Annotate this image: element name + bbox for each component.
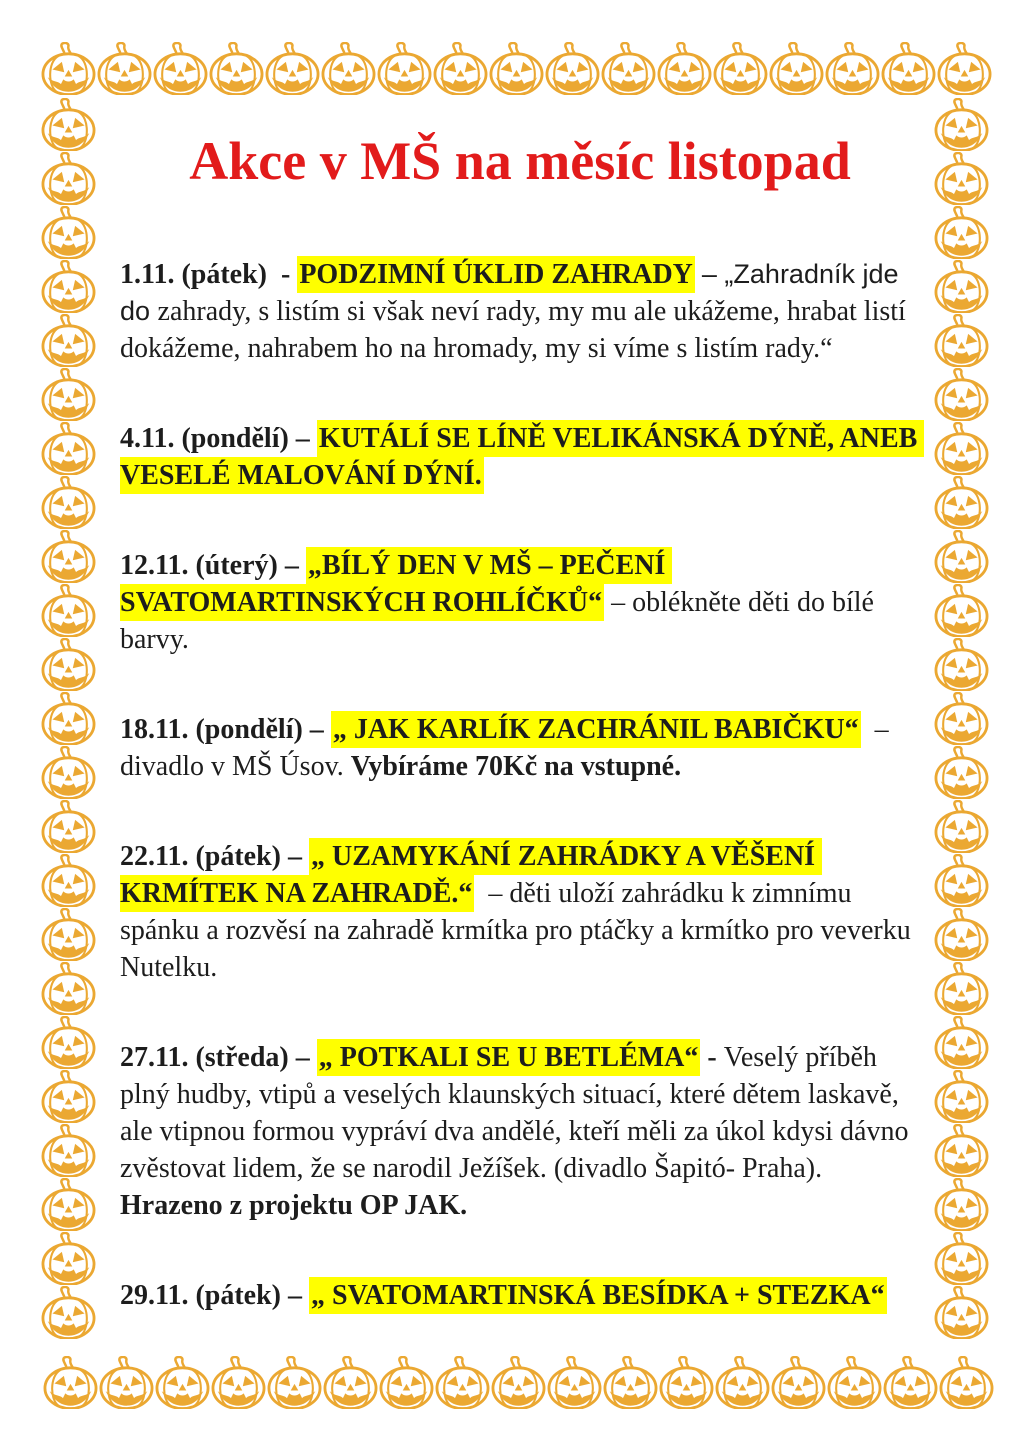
jack-o-lantern-pumpkin-icon — [40, 692, 97, 745]
jack-o-lantern-pumpkin-icon — [933, 314, 990, 367]
text-segment: 29.11. (pátek) – — [120, 1280, 309, 1311]
jack-o-lantern-pumpkin-icon — [933, 260, 990, 313]
jack-o-lantern-pumpkin-icon — [933, 1286, 990, 1339]
event-18-11-paragraph — [120, 711, 920, 785]
event-29-11-paragraph — [120, 1277, 920, 1314]
jack-o-lantern-pumpkin-icon — [40, 1178, 97, 1231]
text-segment: 4.11. (pondělí) – — [120, 423, 317, 454]
jack-o-lantern-pumpkin-icon — [266, 1356, 323, 1409]
jack-o-lantern-pumpkin-icon — [933, 1178, 990, 1231]
jack-o-lantern-pumpkin-icon — [40, 746, 97, 799]
jack-o-lantern-pumpkin-icon — [40, 422, 97, 475]
jack-o-lantern-pumpkin-icon — [40, 42, 97, 95]
jack-o-lantern-pumpkin-icon — [824, 42, 881, 95]
jack-o-lantern-pumpkin-icon — [322, 1356, 379, 1409]
text-segment: „ POTKALI SE U BETLÉMA“ — [317, 1039, 701, 1076]
jack-o-lantern-pumpkin-icon — [826, 1356, 883, 1409]
text-segment: 27.11. (středa) – — [120, 1042, 317, 1073]
text-segment: Hrazeno z projektu OP JAK. — [120, 1190, 468, 1221]
jack-o-lantern-pumpkin-icon — [933, 584, 990, 637]
text-segment: Vybíráme 70Kč na vstupné. — [350, 751, 682, 782]
jack-o-lantern-pumpkin-icon — [40, 368, 97, 421]
jack-o-lantern-pumpkin-icon — [40, 584, 97, 637]
jack-o-lantern-pumpkin-icon — [40, 476, 97, 529]
text-segment: „ JAK KARLÍK ZACHRÁNIL BABIČKU“ — [331, 711, 861, 748]
events-list — [120, 256, 924, 1314]
jack-o-lantern-pumpkin-icon — [658, 1356, 715, 1409]
jack-o-lantern-pumpkin-icon — [152, 42, 209, 95]
jack-o-lantern-pumpkin-icon — [40, 314, 97, 367]
jack-o-lantern-pumpkin-icon — [933, 962, 990, 1015]
text-segment: „ SVATOMARTINSKÁ BESÍDKA + STEZKA“ — [309, 1277, 887, 1314]
text-segment: „BÍLÝ DEN V MŠ – PEČENÍ SVATOMARTINSKÝCH ROHLÍČKŮ“ — [120, 547, 672, 621]
jack-o-lantern-pumpkin-icon — [882, 1356, 939, 1409]
text-segment: - — [700, 1042, 724, 1073]
jack-o-lantern-pumpkin-icon — [712, 42, 769, 95]
jack-o-lantern-pumpkin-icon — [208, 42, 265, 95]
jack-o-lantern-pumpkin-icon — [264, 42, 321, 95]
page-title: Akce v MŠ na měsíc listopad — [189, 131, 851, 191]
jack-o-lantern-pumpkin-icon — [40, 1070, 97, 1123]
jack-o-lantern-pumpkin-icon — [40, 260, 97, 313]
jack-o-lantern-pumpkin-icon — [96, 42, 153, 95]
content-area — [120, 128, 924, 1314]
jack-o-lantern-pumpkin-icon — [933, 1016, 990, 1069]
jack-o-lantern-pumpkin-icon — [40, 152, 97, 205]
jack-o-lantern-pumpkin-icon — [933, 692, 990, 745]
jack-o-lantern-pumpkin-icon — [656, 42, 713, 95]
jack-o-lantern-pumpkin-icon — [933, 152, 990, 205]
jack-o-lantern-pumpkin-icon — [40, 530, 97, 583]
jack-o-lantern-pumpkin-icon — [938, 1356, 995, 1409]
event-4-11-paragraph — [120, 420, 924, 494]
jack-o-lantern-pumpkin-icon — [40, 854, 97, 907]
jack-o-lantern-pumpkin-icon — [936, 42, 993, 95]
jack-o-lantern-pumpkin-icon — [40, 1124, 97, 1177]
text-segment: – děti uloží zahrádku k zimnímu spánku a rozvěsí na zahradě krmítka pro ptáčky a krmítko pro veverku Nutelku. — [120, 878, 918, 983]
jack-o-lantern-pumpkin-icon — [933, 638, 990, 691]
jack-o-lantern-pumpkin-icon — [933, 368, 990, 421]
event-22-11-paragraph — [120, 838, 920, 986]
text-segment: Veselý příběh plný hudby, vtipů a veselých klaunských situací, které dětem laskavě, ale vtipnou formou vypráví dva andělé, kteří měli za úkol kdysi dávno zvěstovat lidem, že se narodil Ježíšek. (divadlo Šapitó- Praha). — [120, 1042, 916, 1184]
jack-o-lantern-pumpkin-icon — [933, 1070, 990, 1123]
jack-o-lantern-pumpkin-icon — [490, 1356, 547, 1409]
jack-o-lantern-pumpkin-icon — [933, 476, 990, 529]
text-segment: KUTÁLÍ SE LÍNĚ VELIKÁNSKÁ DÝNĚ, ANEB VESELÉ MALOVÁNÍ DÝNÍ. — [120, 420, 924, 494]
jack-o-lantern-pumpkin-icon — [40, 1016, 97, 1069]
jack-o-lantern-pumpkin-icon — [933, 422, 990, 475]
jack-o-lantern-pumpkin-icon — [40, 800, 97, 853]
event-12-11-paragraph — [120, 547, 920, 658]
jack-o-lantern-pumpkin-icon — [933, 530, 990, 583]
text-segment: 1.11. (pátek) - — [120, 259, 298, 290]
jack-o-lantern-pumpkin-icon — [546, 1356, 603, 1409]
jack-o-lantern-pumpkin-icon — [933, 854, 990, 907]
text-segment: 12.11. (úterý) – — [120, 550, 306, 581]
jack-o-lantern-pumpkin-icon — [40, 1232, 97, 1285]
jack-o-lantern-pumpkin-icon — [488, 42, 545, 95]
text-segment: zahrady, s listím si však neví rady, my mu ale ukážeme, hrabat listí dokážeme, nahrabem ho na hromady, my si víme s listím rady.“ — [120, 296, 913, 364]
jack-o-lantern-pumpkin-icon — [40, 206, 97, 259]
text-segment: – „Zahradník jde do — [120, 259, 907, 326]
text-segment — [695, 259, 702, 290]
text-segment: 22.11. (pátek) – — [120, 841, 309, 872]
jack-o-lantern-pumpkin-icon — [40, 962, 97, 1015]
jack-o-lantern-pumpkin-icon — [378, 1356, 435, 1409]
jack-o-lantern-pumpkin-icon — [40, 1286, 97, 1339]
jack-o-lantern-pumpkin-icon — [933, 206, 990, 259]
text-segment: „ UZAMYKÁNÍ ZAHRÁDKY A VĚŠENÍ KRMÍTEK NA ZAHRADĚ.“ — [120, 838, 822, 912]
jack-o-lantern-pumpkin-icon — [42, 1356, 99, 1409]
jack-o-lantern-pumpkin-icon — [432, 42, 489, 95]
jack-o-lantern-pumpkin-icon — [210, 1356, 267, 1409]
jack-o-lantern-pumpkin-icon — [933, 98, 990, 151]
jack-o-lantern-pumpkin-icon — [880, 42, 937, 95]
jack-o-lantern-pumpkin-icon — [434, 1356, 491, 1409]
jack-o-lantern-pumpkin-icon — [376, 42, 433, 95]
jack-o-lantern-pumpkin-icon — [40, 638, 97, 691]
jack-o-lantern-pumpkin-icon — [770, 1356, 827, 1409]
jack-o-lantern-pumpkin-icon — [40, 98, 97, 151]
jack-o-lantern-pumpkin-icon — [933, 746, 990, 799]
jack-o-lantern-pumpkin-icon — [544, 42, 601, 95]
text-segment: – divadlo v MŠ Úsov. — [120, 714, 896, 782]
jack-o-lantern-pumpkin-icon — [714, 1356, 771, 1409]
jack-o-lantern-pumpkin-icon — [98, 1356, 155, 1409]
jack-o-lantern-pumpkin-icon — [602, 1356, 659, 1409]
jack-o-lantern-pumpkin-icon — [768, 42, 825, 95]
text-segment: PODZIMNÍ ÚKLID ZAHRADY — [297, 256, 695, 293]
jack-o-lantern-pumpkin-icon — [933, 908, 990, 961]
text-segment: 18.11. (pondělí) – — [120, 714, 331, 745]
event-27-11-paragraph — [120, 1039, 920, 1224]
jack-o-lantern-pumpkin-icon — [933, 1232, 990, 1285]
jack-o-lantern-pumpkin-icon — [933, 1124, 990, 1177]
text-segment: – oblékněte děti do bílé barvy. — [120, 587, 881, 655]
jack-o-lantern-pumpkin-icon — [154, 1356, 211, 1409]
jack-o-lantern-pumpkin-icon — [600, 42, 657, 95]
jack-o-lantern-pumpkin-icon — [40, 908, 97, 961]
jack-o-lantern-pumpkin-icon — [933, 800, 990, 853]
event-1-11-paragraph — [120, 256, 920, 367]
jack-o-lantern-pumpkin-icon — [320, 42, 377, 95]
